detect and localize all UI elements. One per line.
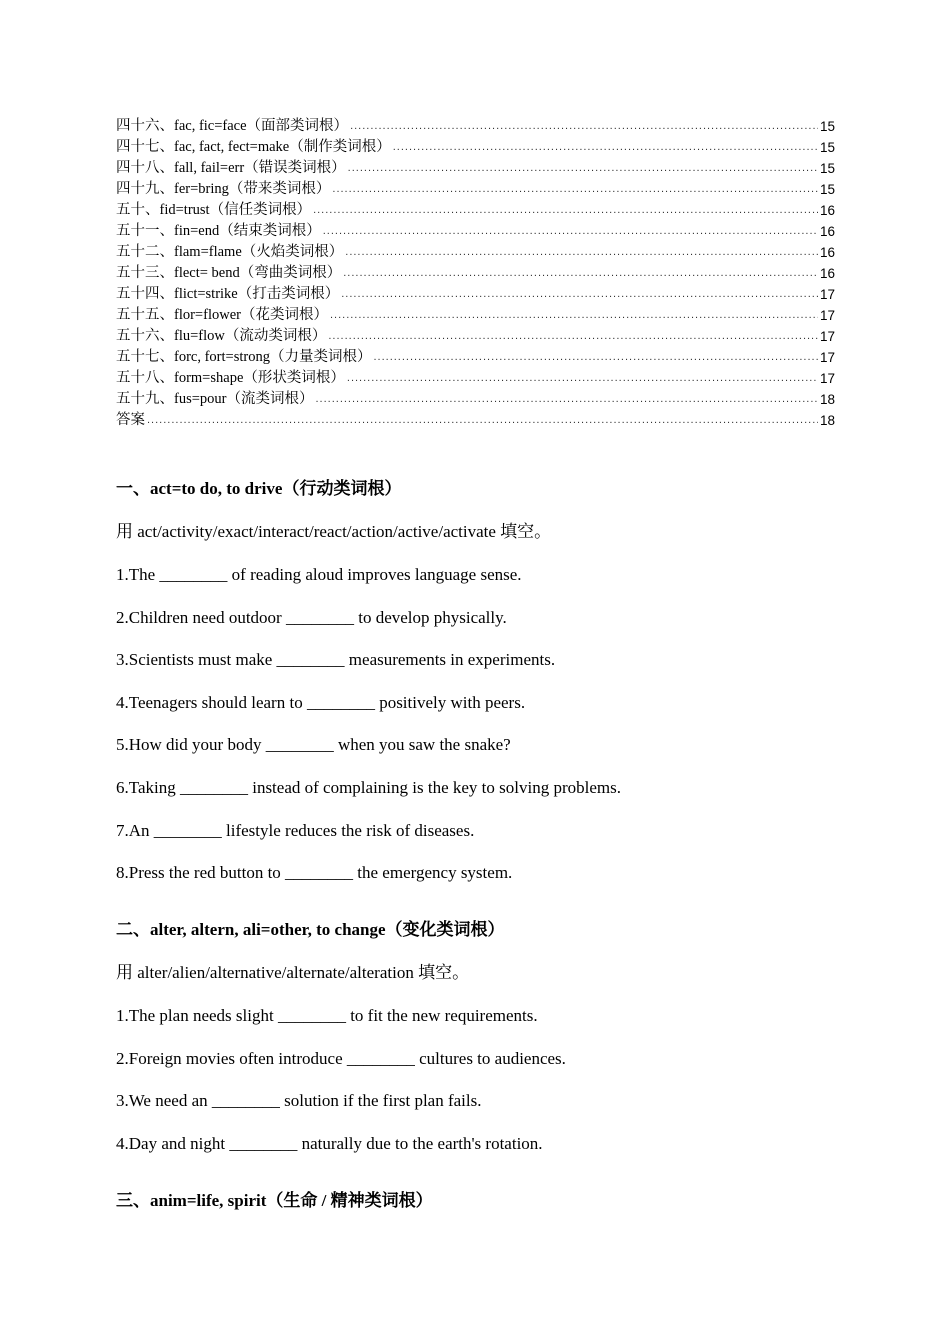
question-item: 7.An ________ lifestyle reduces the risk of diseases. [116, 820, 475, 840]
toc-entry-label: 五十七、forc, fort=strong（力量类词根） [116, 349, 372, 365]
toc-leader-dots [147, 410, 818, 431]
section-instruction: 用 alter/alien/alternative/alternate/alteration 填空。 [116, 963, 470, 983]
question-item: 3.We need an ________ solution if the first plan fails. [116, 1091, 482, 1111]
toc-leader-dots [330, 305, 818, 326]
question-item: 3.Scientists must make ________ measurements in experiments. [116, 650, 556, 670]
toc-entry[interactable] [116, 221, 835, 242]
toc-entry-page: 18 [819, 413, 835, 428]
toc-leader-dots [343, 263, 818, 284]
toc-leader-dots [393, 137, 818, 158]
question-item: 1.The ________ of reading aloud improves language sense. [116, 565, 522, 584]
question-item: 4.Day and night ________ naturally due to the earth's rotation. [116, 1133, 543, 1153]
toc-leader-dots [347, 368, 818, 389]
toc-entry-label: 四十八、fall, fail=err（错误类词根） [116, 160, 346, 176]
toc-entry[interactable] [116, 284, 835, 305]
toc-entry-page: 15 [819, 161, 835, 176]
toc-leader-dots [313, 200, 818, 221]
toc-leader-dots [373, 347, 818, 368]
toc-entry[interactable] [116, 242, 835, 263]
toc-entry-label: 五十五、flor=flower（花类词根） [116, 307, 328, 323]
toc-entry-label: 四十七、fac, fact, fect=make（制作类词根） [116, 139, 391, 155]
toc-entry-label: 四十九、fer=bring（带来类词根） [116, 181, 331, 197]
toc-leader-dots [332, 179, 818, 200]
toc-entry[interactable] [116, 179, 835, 200]
question-item: 2.Children need outdoor ________ to develop physically. [116, 607, 507, 627]
section-heading: 二、alter, altern, ali=other, to change（变化类词根） [116, 920, 505, 940]
toc-entry[interactable] [116, 326, 835, 347]
toc-entry[interactable] [116, 200, 835, 221]
toc-entry[interactable] [116, 305, 835, 326]
toc-leader-dots [328, 326, 818, 347]
toc-entry-page: 18 [819, 392, 835, 407]
toc-leader-dots [345, 242, 818, 263]
toc-leader-dots [315, 389, 817, 410]
toc-entry-label: 五十三、flect= bend（弯曲类词根） [116, 265, 342, 281]
toc-entry-page: 17 [819, 350, 835, 365]
question-item: 6.Taking ________ instead of complaining is the key to solving problems. [116, 777, 621, 797]
question-item: 4.Teenagers should learn to ________ positively with peers. [116, 692, 526, 712]
toc-entry[interactable] [116, 410, 835, 431]
toc-entry[interactable] [116, 263, 835, 284]
toc-entry[interactable] [116, 368, 835, 389]
toc-entry-label: 五十二、flam=flame（火焰类词根） [116, 244, 344, 260]
toc-entry-label: 五十一、fin=end（结束类词根） [116, 223, 321, 239]
toc-entry-page: 17 [819, 308, 835, 323]
toc-entry-label: 五十六、flu=flow（流动类词根） [116, 328, 327, 344]
toc-entry-page: 17 [819, 371, 835, 386]
toc-entry-label: 四十六、fac, fic=face（面部类词根） [116, 118, 349, 134]
toc-entry[interactable] [116, 137, 835, 158]
toc-entry[interactable] [116, 347, 835, 368]
question-item: 5.How did your body ________ when you saw the snake? [116, 735, 511, 755]
toc-entry-page: 17 [819, 287, 835, 302]
question-item: 2.Foreign movies often introduce ________ cultures to audiences. [116, 1048, 566, 1068]
toc-entry-page: 16 [819, 224, 835, 239]
toc-entry-label: 五十四、flict=strike（打击类词根） [116, 286, 340, 302]
toc-entry-page: 15 [819, 140, 835, 155]
section-instruction: 用 act/activity/exact/interact/react/action/active/activate 填空。 [116, 522, 552, 541]
toc-entry-label: 五十、fid=trust（信任类词根） [116, 202, 312, 218]
toc-leader-dots [350, 116, 818, 137]
toc-entry-page: 15 [819, 182, 835, 197]
toc-entry-label: 答案 [116, 412, 145, 428]
toc-entry-page: 16 [819, 245, 835, 260]
toc-entry-page: 16 [819, 266, 835, 281]
toc-entry-page: 16 [819, 203, 835, 218]
question-item: 1.The plan needs slight ________ to fit the new requirements. [116, 1006, 538, 1026]
toc-leader-dots [341, 284, 818, 305]
toc-entry-label: 五十八、form=shape（形状类词根） [116, 370, 345, 386]
question-item: 8.Press the red button to ________ the emergency system. [116, 863, 513, 883]
toc-entry[interactable] [116, 158, 835, 179]
toc-entry-label: 五十九、fus=pour（流类词根） [116, 391, 314, 407]
toc-entry-page: 15 [819, 119, 835, 134]
toc-leader-dots [323, 221, 818, 242]
section-heading: 一、act=to do, to drive（行动类词根） [116, 479, 402, 498]
toc-entry[interactable] [116, 389, 835, 410]
exercise-content [116, 478, 835, 1212]
toc-leader-dots [348, 158, 818, 179]
toc-entry[interactable] [116, 116, 835, 137]
toc-entry-page: 17 [819, 329, 835, 344]
table-of-contents [116, 116, 835, 431]
section-heading: 三、anim=life, spirit（生命 / 精神类词根） [116, 1190, 433, 1210]
